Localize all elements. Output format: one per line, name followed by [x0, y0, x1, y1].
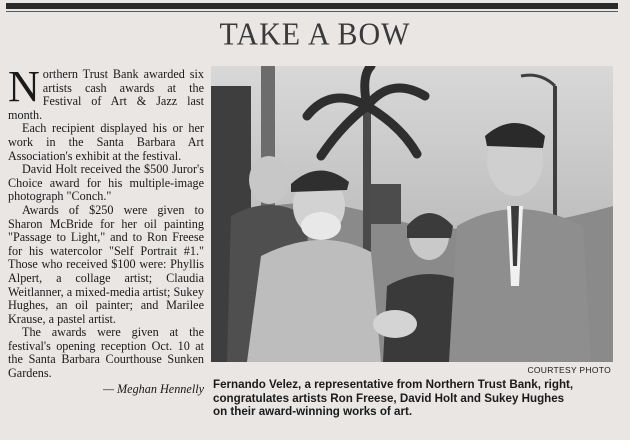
article-paragraph: Awards of $250 were given to Sharon McBride for her oil painting "Passage to Light," and to Ron Freese for his watercolor "Self Portrait #1." Those who received $100 were: Phyllis Alpert, a collage artist; Claudia Weitlanner, a mixed-media artist; Sukey Hughes, an oil painter; and Marilee Krause, a pastel artist. — [8, 202, 204, 326]
masthead-rule — [6, 3, 618, 9]
article-body — [8, 62, 204, 396]
article-paragraph: Each recipient displayed his or her work in the Santa Barbara Art Association's exhibit at the festival. — [8, 121, 204, 163]
headline: TAKE A BOW — [219, 17, 411, 52]
byline: — Meghan Hennelly — [103, 381, 204, 396]
caption-line: congratulates artists Ron Freese, David Holt and Sukey Hughes — [213, 391, 565, 405]
article-paragraph — [8, 62, 204, 122]
photo-illustration — [211, 66, 613, 362]
article-text: orthern Trust Bank awarded six artists cash awards at the Festival of Art & Jazz last month. — [8, 67, 204, 122]
caption-line: Fernando Velez, a representative from Northern Trust Bank, right, — [213, 378, 574, 391]
masthead-rule-thin — [6, 11, 618, 12]
photo-credit: COURTESY PHOTO — [527, 365, 611, 375]
drop-cap: N — [8, 62, 40, 111]
news-photo — [211, 66, 613, 362]
article-paragraph: David Holt received the $500 Juror's Choice award for his multiple-image photograph "Conch." — [8, 162, 204, 204]
article-paragraph: The awards were given at the festival's opening reception Oct. 10 at the Santa Barbara Courthouse Sunken Gardens. — [8, 325, 204, 381]
caption-line: on their award-winning works of art. — [213, 405, 413, 419]
photo-caption — [213, 378, 613, 419]
